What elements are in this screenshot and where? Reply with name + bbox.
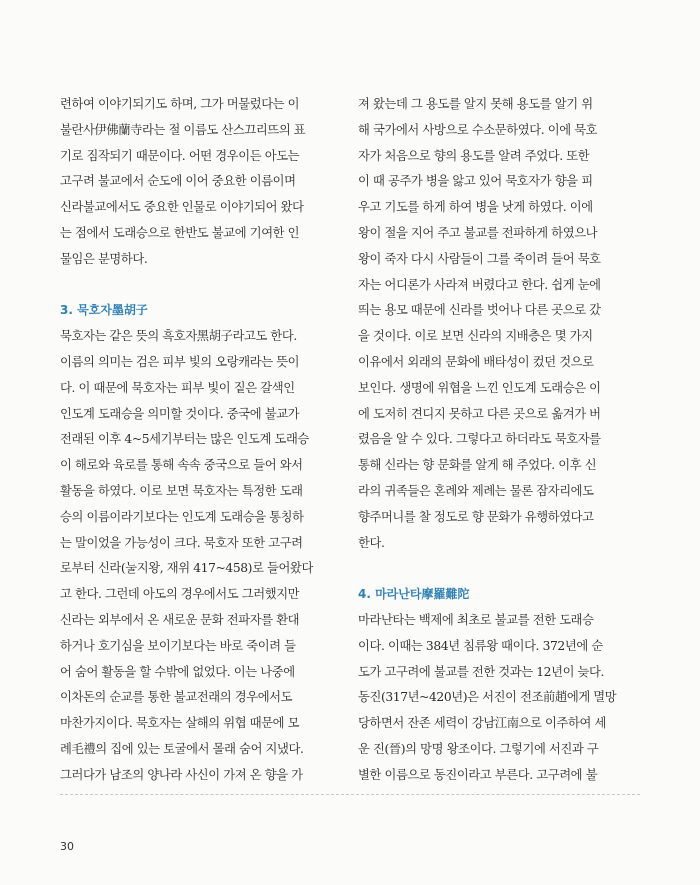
text-line: 우고 기도를 하게 하여 병을 낫게 하였다. 이에 <box>358 200 593 215</box>
text-line: 라의 귀족들은 혼례와 제례는 물론 잠자리에도 <box>358 483 594 498</box>
text-line: 렸음을 알 수 있다. 그렇다고 하더라도 묵호자를 <box>358 432 601 447</box>
text-line: 물임은 분명하다. <box>60 251 148 266</box>
text-line: 띄는 용모 때문에 신라를 벗어나 다른 곳으로 갔 <box>358 303 601 318</box>
paragraph-gap <box>60 273 330 299</box>
text-line: 불란사伊佛蘭寺라는 절 이름도 산스끄리뜨의 표 <box>60 122 306 137</box>
text-line: 다. 이 때문에 묵호자는 피부 빛이 짙은 갈색인 <box>60 380 295 395</box>
text-line: 묵호자는 같은 뜻의 흑호자黑胡子라고도 한다. <box>60 329 297 344</box>
text-line: 왕이 절을 지어 주고 불교를 전파하게 하였으나 <box>358 225 598 240</box>
text-line: 로부터 신라(눌지왕, 재위 417~458)로 들어왔다 <box>60 561 313 576</box>
text-line: 이름의 의미는 검은 피부 빛의 오랑캐라는 뜻이 <box>60 354 300 369</box>
text-line: 승의 이름이라기보다는 인도계 도래승을 통칭하 <box>60 509 304 524</box>
right-column <box>358 92 628 789</box>
text-line: 이 해로와 육로를 통해 속속 중국으로 들어 와서 <box>60 458 303 473</box>
text-line: 는 점에서 도래승으로 한반도 불교에 기여한 인 <box>60 225 300 240</box>
text-line: 운 진(晉)의 망명 왕조이다. 그렇기에 서진과 구 <box>358 741 599 756</box>
text-line: 신라불교에서도 중요한 인물로 이야기되어 왔다 <box>60 200 304 215</box>
text-line: 활동을 하였다. 이로 보면 묵호자는 특정한 도래 <box>60 483 303 498</box>
text-line: 통해 신라는 향 문화를 알게 해 주었다. 이후 신 <box>358 458 597 473</box>
text-line: 동진(317년~420년)은 서진이 전조前趙에게 멸망 <box>358 690 617 705</box>
left-column <box>60 92 330 789</box>
text-line: 마찬가지이다. 묵호자는 살해의 위협 때문에 모 <box>60 716 300 731</box>
text-line: 기로 짐작되기 때문이다. 어떤 경우이든 아도는 <box>60 148 300 163</box>
text-line: 례毛禮의 집에 있는 토굴에서 몰래 숨어 지냈다. <box>60 741 304 756</box>
text-line: 당하면서 잔존 세력이 강남江南으로 이주하여 세 <box>358 716 606 731</box>
text-line: 향주머니를 찰 정도로 향 문화가 유행하였다고 <box>358 509 594 524</box>
text-line: 인도계 도래승을 의미할 것이다. 중국에 불교가 <box>60 406 300 421</box>
text-line: 고구려 불교에서 순도에 이어 중요한 이름이며 <box>60 174 296 189</box>
text-line: 자가 처음으로 향의 용도를 알려 주었다. 또한 <box>358 148 590 163</box>
text-line: 을 것이다. 이로 보면 신라의 지배층은 몇 가지 <box>358 329 593 344</box>
text-line: 에 도저히 견디지 못하고 다른 곳으로 옮겨가 버 <box>358 406 601 421</box>
text-line: 마라난타는 백제에 최초로 불교를 전한 도래승 <box>358 612 594 627</box>
text-line: 별한 이름으로 동진이라고 부른다. 고구려에 불 <box>358 767 598 782</box>
section-heading: 4. 마라난타摩羅難陀 <box>358 587 470 602</box>
text-line: 보인다. 생명에 위협을 느낀 인도계 도래승은 이 <box>358 380 601 395</box>
text-line: 해 국가에서 사방으로 수소문하였다. 이에 묵호 <box>358 122 598 137</box>
text-line: 고 한다. 그런데 아도의 경우에서도 그러했지만 <box>60 587 300 602</box>
text-line: 어 숨어 활동을 할 수밖에 없었다. 이는 나중에 <box>60 664 295 679</box>
section-heading: 3. 묵호자墨胡子 <box>60 303 148 318</box>
text-line: 련하여 이야기되기도 하며, 그가 머물렀다는 이 <box>60 97 300 111</box>
paragraph-gap <box>358 556 628 582</box>
text-line: 이다. 이때는 384년 침류왕 때이다. 372년에 순 <box>358 638 603 653</box>
text-line: 이 때 공주가 병을 앓고 있어 묵호자가 향을 피 <box>358 174 593 189</box>
text-line: 이유에서 외래의 문화에 배타성이 컸던 것으로 <box>358 354 594 369</box>
page-number: 30 <box>60 840 74 853</box>
text-line: 자는 어디론가 사라져 버렸다고 한다. 쉽게 눈에 <box>358 277 601 292</box>
text-line: 하거나 호기심을 보이기보다는 바로 죽이려 들 <box>60 638 296 653</box>
text-line: 그러다가 남조의 양나라 사신이 가져 온 향을 가 <box>60 767 303 782</box>
footer-divider <box>60 794 640 795</box>
text-line: 전래된 이후 4~5세기부터는 많은 인도계 도래승 <box>60 432 309 447</box>
text-line: 이차돈의 순교를 통한 불교전래의 경우에서도 <box>60 690 293 705</box>
text-line: 도가 고구려에 불교를 전한 것과는 12년이 늦다. <box>358 664 605 679</box>
text-line: 신라는 외부에서 온 새로운 문화 전파자를 환대 <box>60 612 300 627</box>
text-line: 왕이 죽자 다시 사람들이 그를 죽이려 들어 묵호 <box>358 251 601 266</box>
text-line: 는 말이었을 가능성이 크다. 묵호자 또한 고구려 <box>60 535 303 550</box>
text-line: 져 왔는데 그 용도를 알지 못해 용도를 알기 위 <box>358 97 593 111</box>
text-line: 한다. <box>358 535 385 550</box>
